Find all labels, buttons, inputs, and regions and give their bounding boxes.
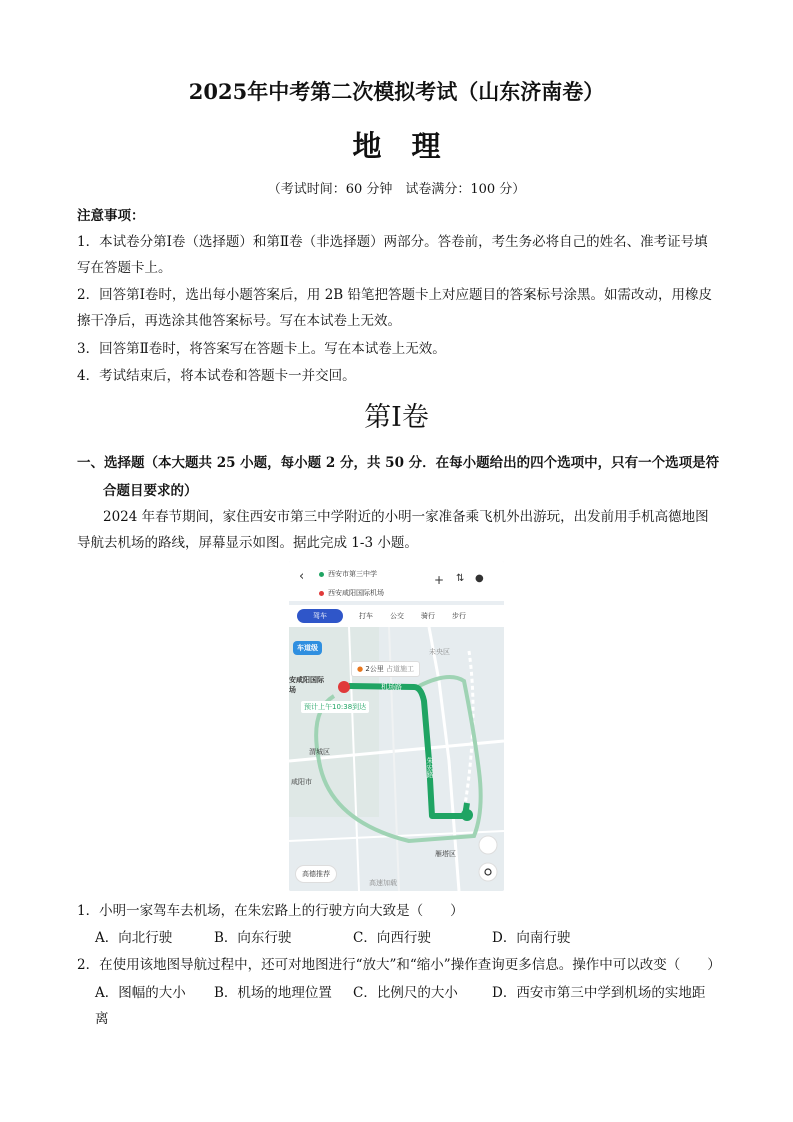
notice-type: 占道施工 <box>386 665 415 673</box>
airport-label: 安咸阳国际 场 <box>289 676 324 694</box>
tab-taxi[interactable]: 打车 <box>359 612 373 620</box>
question-option: B．向东行驶 <box>214 930 292 946</box>
notice-distance: 2公里 <box>365 665 384 673</box>
tab-bike[interactable]: 骑行 <box>421 612 435 620</box>
back-arrow-icon[interactable]: ‹ <box>299 569 305 584</box>
district-label: 雁塔区 <box>435 850 456 858</box>
notice-item: 3．回答第Ⅱ卷时，将答案写在答题卡上。写在本试卷上无效。 <box>77 341 446 357</box>
section-line: 一、选择题（本大题共 25 小题，每小题 2 分，共 50 分．在每小题给出的四个选项中，只有一个选项是符 <box>77 455 720 471</box>
question-option: D．西安市第三中学到机场的实地距 <box>492 985 706 1001</box>
question-option: C．向西行驶 <box>353 930 431 946</box>
district-label: 渭城区 <box>309 748 330 756</box>
origin-label: 西安市第三中学 <box>328 570 377 578</box>
navigation-map <box>289 561 504 891</box>
tab-transit[interactable]: 公交 <box>390 612 404 620</box>
destination-field[interactable] <box>319 588 384 598</box>
lane-level-badge[interactable]: 车道级 <box>293 641 322 655</box>
road-label: 朱宏路 <box>426 757 434 778</box>
recommend-button[interactable]: 高德推荐 <box>295 865 337 883</box>
microphone-icon[interactable]: ● <box>475 573 484 584</box>
eta-label: 预计上午10:38到达 <box>301 701 369 713</box>
exam-title: 2025年中考第二次模拟考试（山东济南卷） <box>188 79 605 104</box>
question-option: C．比例尺的大小 <box>353 985 458 1001</box>
tab-drive[interactable]: 驾车 <box>297 609 343 623</box>
section-line: 合题目要求的） <box>103 483 198 499</box>
part-heading: 第Ⅰ卷 <box>364 402 429 433</box>
swap-icon[interactable]: ⇅ <box>456 573 465 584</box>
destination-label: 西安咸阳国际机场 <box>328 589 384 597</box>
tab-walk[interactable]: 步行 <box>452 612 466 620</box>
intro-text: 2024 年春节期间，家住西安市第三中学附近的小明一家准备乘飞机外出游玩，出发前用手机高德地图导航去机场的路线，屏幕显示如图。据此完成 1-3 小题。 <box>77 509 709 551</box>
question-option: A．图幅的大小 <box>95 985 186 1001</box>
exam-info: （考试时间：60 分钟 试卷满分：100 分） <box>267 182 526 197</box>
district-label: 咸阳市 <box>291 778 312 786</box>
speed-label: 高速加载 <box>369 879 397 887</box>
travel-mode-tabs <box>289 605 504 627</box>
add-waypoint-icon[interactable]: + <box>434 573 445 587</box>
notice-item: 2．回答第Ⅰ卷时，选出每小题答案后，用 2B 铅笔把答题卡上对应题目的答案标号涂黑。如需改动，用橡皮擦干净后，再选涂其他答案标号。写在本试卷上无效。 <box>77 287 713 329</box>
section-heading <box>77 449 727 505</box>
notice-item: 4．考试结束后，将本试卷和答题卡一并交回。 <box>77 368 356 384</box>
question-option-continued: 离 <box>95 1011 109 1027</box>
question-option: B．机场的地理位置 <box>214 985 332 1001</box>
construction-notice: ● 2公里 占道施工 <box>351 661 420 677</box>
question-option: D．向南行驶 <box>492 930 571 946</box>
route-header <box>289 561 504 601</box>
question-stem: 1．小明一家驾车去机场，在朱宏路上的行驶方向大致是（ ） <box>77 903 464 919</box>
district-label: 未央区 <box>429 648 450 656</box>
origin-field[interactable] <box>319 569 377 579</box>
road-label: 机场路 <box>381 683 402 691</box>
subject-title: 地理 <box>352 129 471 163</box>
question-stem: 2．在使用该地图导航过程中，还可对地图进行“放大”和“缩小”操作查询更多信息。操作中可以改变（ ） <box>77 957 721 973</box>
notice-item: 1．本试卷分第Ⅰ卷（选择题）和第Ⅱ卷（非选择题）两部分。答卷前，考生务必将自己的姓名、准考证号填写在答题卡上。 <box>77 234 708 276</box>
question-option: A．向北行驶 <box>95 930 173 946</box>
notice-heading: 注意事项： <box>77 208 145 224</box>
